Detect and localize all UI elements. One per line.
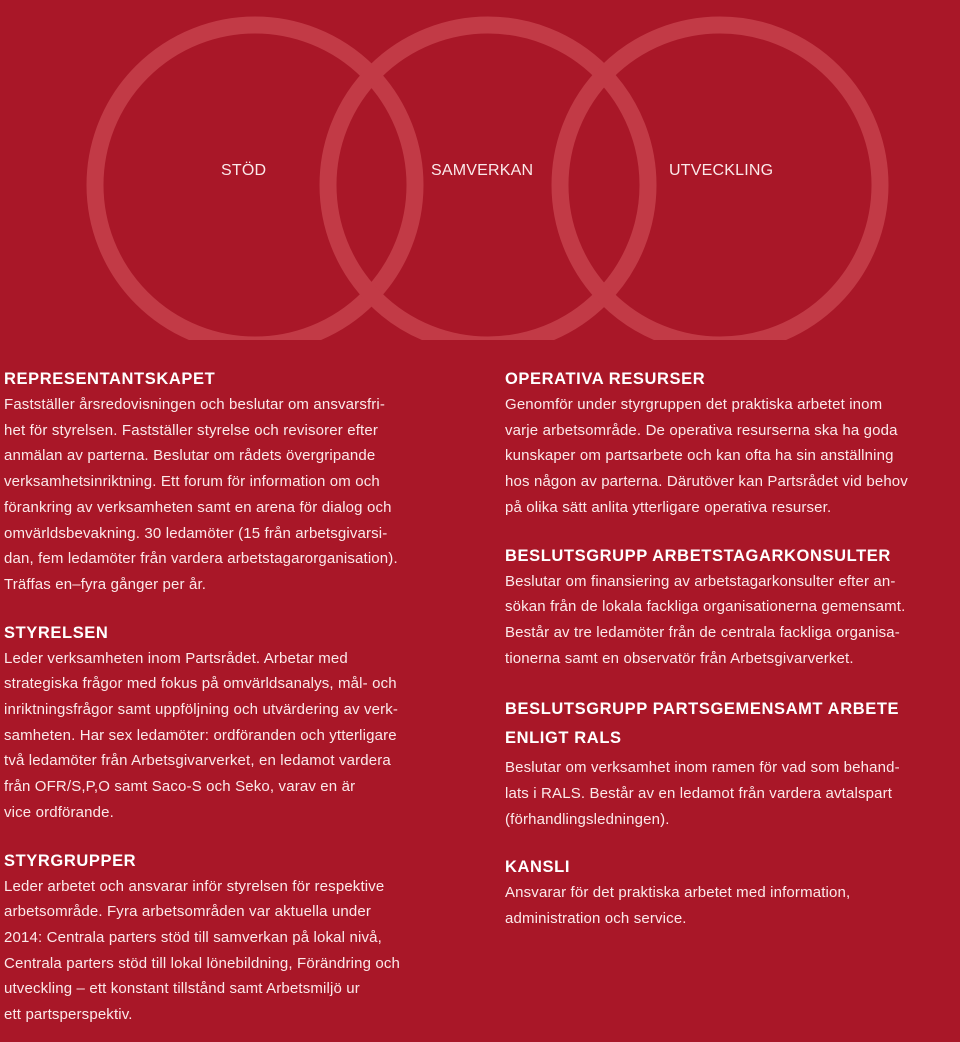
text-line: Genomför under styrgruppen det praktiska arbetet inom <box>505 396 883 413</box>
section-heading: BESLUTSGRUPP ARBETSTAGARKONSULTER <box>505 546 891 565</box>
section-body <box>505 880 960 931</box>
text-line: hos någon av parterna. Därutöver kan Partsrådet vid behov <box>505 473 908 491</box>
section-body <box>505 392 960 521</box>
text-line: anmälan av parterna. Beslutar om rådets övergripande <box>4 447 376 465</box>
text-line: 2014: Centrala parters stöd till samverkan på lokal nivå, <box>4 928 382 946</box>
ring-label-utveckling: UTVECKLING <box>669 162 774 179</box>
left-column <box>4 368 459 1028</box>
text-line: Består av tre ledamöter från de centrala fackliga organisa- <box>505 623 900 641</box>
section-body <box>4 646 459 826</box>
section-styrgrupper <box>4 850 459 1028</box>
text-line: Leder verksamheten inom Partsrådet. Arbetar med <box>4 649 348 667</box>
text-line: Leder arbetet och ansvarar inför styrelsen för respektive <box>4 877 385 895</box>
text-line: sökan från de lokala fackliga organisationerna gemensamt. <box>505 598 906 616</box>
section-beslutsgrupp-arbetstagarkonsulter <box>505 545 960 672</box>
text-line: lats i RALS. Består av en ledamot från vardera avtalspart <box>505 785 893 803</box>
text-line: tionerna samt en observatör från Arbetsgivarverket. <box>505 649 854 667</box>
text-line: omvärldsbevakning. 30 ledamöter (15 från arbetsgivarsi- <box>4 524 388 542</box>
text-line: på olika sätt anlita ytterligare operativa resurser. <box>505 498 832 516</box>
text-line: Beslutar om finansiering av arbetstagarkonsulter efter an- <box>505 572 896 590</box>
text-line: Träffas en–fyra gånger per år. <box>4 575 207 593</box>
right-column <box>505 368 960 932</box>
section-kansli <box>505 856 960 931</box>
section-body <box>505 569 960 672</box>
text-line: kunskaper om partsarbete och kan ofta ha sin anställning <box>505 447 894 465</box>
ring-utveckling <box>560 25 880 340</box>
section-heading: STYRGRUPPER <box>4 851 137 870</box>
text-line: (förhandlingsledningen). <box>505 810 670 828</box>
text-line: utveckling – ett konstant tillstånd samt Arbetsmiljö ur <box>4 980 360 998</box>
text-line: Fastställer årsredovisningen och beslutar om ansvarsfri- <box>4 396 386 413</box>
text-line: arbetsområde. Fyra arbetsområden var aktuella under <box>4 903 371 921</box>
section-body <box>4 874 459 1028</box>
text-line: varje arbetsområde. De operativa resurserna ska ha goda <box>505 421 898 439</box>
ring-label-samverkan: SAMVERKAN <box>431 162 534 179</box>
section-heading: STYRELSEN <box>4 623 109 642</box>
section-heading: REPRESENTANTSKAPET <box>4 370 216 388</box>
text-line: dan, fem ledamöter från vardera arbetstagarorganisation). <box>4 550 398 568</box>
section-representantskapet <box>4 368 459 598</box>
text-line: från OFR/S,P,O samt Saco-S och Seko, varav en är <box>4 778 356 796</box>
text-line: Centrala parters stöd till lokal lönebildning, Förändring och <box>4 954 401 972</box>
section-beslutsgrupp-partsgemensamt <box>505 695 960 832</box>
text-line: Beslutar om verksamhet inom ramen för vad som behand- <box>505 759 900 777</box>
section-operativa-resurser <box>505 368 960 521</box>
ring-label-stod: STÖD <box>221 162 267 179</box>
text-line: administration och service. <box>505 910 687 928</box>
text-line: strategiska frågor med fokus på omvärldsanalys, mål- och <box>4 675 397 693</box>
text-line: förankring av verksamheten samt en arena för dialog och <box>4 498 392 516</box>
text-line: verksamhetsinriktning. Ett forum för information om och <box>4 473 380 491</box>
text-line: inriktningsfrågor samt uppföljning och utvärdering av verk- <box>4 701 399 719</box>
section-heading: KANSLI <box>505 858 571 877</box>
text-line: het för styrelsen. Fastställer styrelse och revisorer efter <box>4 421 378 439</box>
section-styrelsen <box>4 622 459 826</box>
section-heading: BESLUTSGRUPP PARTSGEMENSAMT ARBETE ENLIGT RALS <box>505 700 900 748</box>
section-body <box>505 755 960 832</box>
text-line: ett partsperspektiv. <box>4 1006 133 1024</box>
section-body <box>4 392 459 598</box>
text-line: Ansvarar för det praktiska arbetet med information, <box>505 884 851 902</box>
text-line: vice ordförande. <box>4 803 114 821</box>
text-line: två ledamöter från Arbetsgivarverket, en ledamot vardera <box>4 752 391 770</box>
text-line: samheten. Har sex ledamöter: ordföranden och ytterligare <box>4 726 397 744</box>
section-heading: OPERATIVA RESURSER <box>505 370 706 388</box>
